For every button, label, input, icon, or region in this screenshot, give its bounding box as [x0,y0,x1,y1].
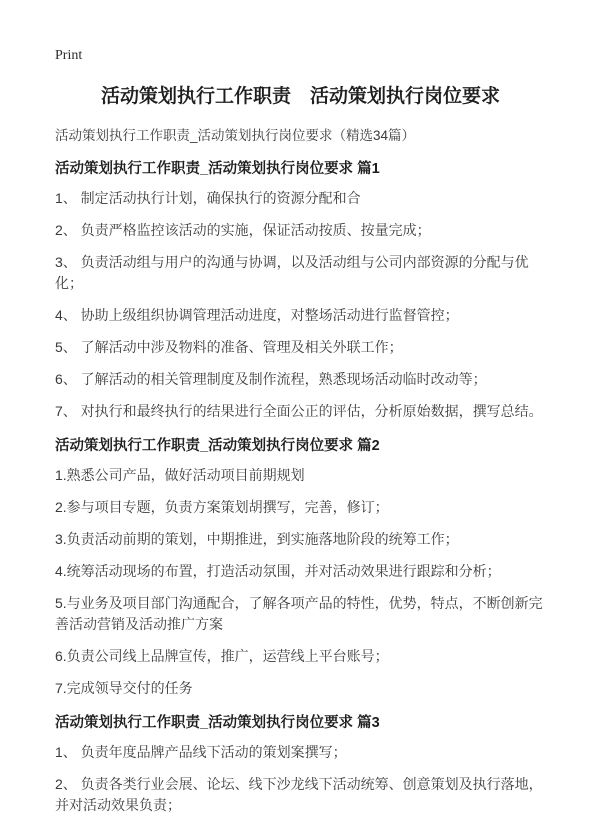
list-item: 4.统筹活动现场的布置，打造活动氛围，并对活动效果进行跟踪和分析； [55,563,501,579]
list-item: 7.完成领导交付的任务 [55,680,193,696]
list-item: 2、 负责各类行业会展、论坛、线下沙龙线下活动统筹、创意策划及执行落地，并对活动效果负责； [55,776,543,813]
list-item: 7、 对执行和最终执行的结果进行全面公正的评估，分析原始数据，撰写总结。 [55,403,543,419]
list-item: 1.熟悉公司产品，做好活动项目前期规划 [55,467,305,483]
list-item: 2、 负责严格监控该活动的实施，保证活动按质、按量完成； [55,222,431,238]
list-item: 2.参与项目专题，负责方案策划胡撰写，完善，修订； [55,499,389,515]
list-item: 1、 制定活动执行计划，确保执行的资源分配和合 [55,190,361,206]
print-link[interactable]: Print [55,48,83,63]
section-heading-3: 活动策划执行工作职责_活动策划执行岗位要求 篇3 [55,715,380,731]
section-heading-1: 活动策划执行工作职责_活动策划执行岗位要求 篇1 [55,161,380,177]
list-item: 4、 协助上级组织协调管理活动进度，对整场活动进行监督管控； [55,307,459,323]
list-item: 5、 了解活动中涉及物料的准备、管理及相关外联工作； [55,339,403,355]
list-item: 1、 负责年度品牌产品线下活动的策划案撰写； [55,744,347,760]
list-item: 3、 负责活动组与用户的沟通与协调，以及活动组与公司内部资源的分配与优化； [55,254,529,291]
list-item: 6、 了解活动的相关管理制度及制作流程，熟悉现场活动临时改动等； [55,371,487,387]
list-item: 5.与业务及项目部门沟通配合，了解各项产品的特性，优势，特点，不断创新完善活动营销及活动推广方案 [55,595,543,632]
list-item: 3.负责活动前期的策划，中期推进，到实施落地阶段的统筹工作； [55,531,459,547]
page-title: 活动策划执行工作职责 活动策划执行岗位要求 [100,86,500,107]
section-heading-2: 活动策划执行工作职责_活动策划执行岗位要求 篇2 [55,438,380,454]
doc-subtitle: 活动策划执行工作职责_活动策划执行岗位要求（精选34篇） [55,128,416,143]
list-item: 6.负责公司线上品牌宣传，推广，运营线上平台账号； [55,648,389,664]
